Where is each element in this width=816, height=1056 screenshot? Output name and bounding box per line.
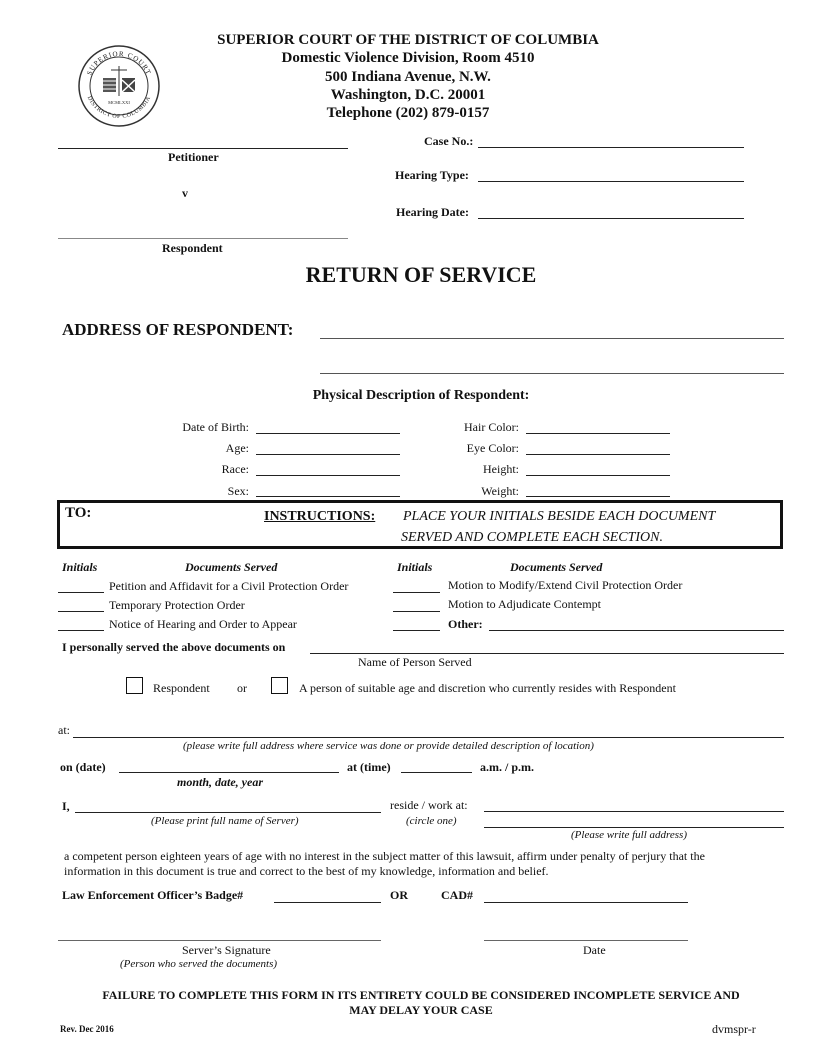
petitioner-label: Petitioner — [168, 150, 219, 164]
server-address-line-2[interactable] — [484, 827, 784, 828]
address-line-2[interactable] — [320, 373, 784, 374]
documents-header-right: Documents Served — [510, 560, 603, 574]
doc-modify: Motion to Modify/Extend Civil Protection Order — [448, 578, 683, 592]
initials-header-left: Initials — [62, 560, 98, 574]
instructions-box — [57, 500, 783, 549]
other-field[interactable] — [489, 630, 784, 631]
case-no-label: Case No.: — [424, 134, 474, 148]
affirmation-line-2: information in this document is true and correct to the best of my knowledge, information and belief. — [64, 864, 549, 878]
i-label: I, — [62, 799, 70, 813]
affirmation-line-1: a competent person eighteen years of age with no interest in the subject matter of this lawsuit, affirm under penalty of perjury that the — [64, 849, 705, 863]
court-seal-logo — [77, 44, 161, 128]
seal-bottom-text: DISTRICT OF COLUMBIA — [85, 95, 153, 121]
suitable-person-checkbox[interactable] — [271, 677, 288, 694]
age-label: Age: — [225, 441, 249, 455]
respondent-line[interactable] — [58, 238, 348, 239]
documents-header-left: Documents Served — [185, 560, 278, 574]
person-served-field[interactable] — [310, 653, 784, 654]
server-name-field[interactable] — [75, 812, 381, 813]
sex-field[interactable] — [256, 496, 400, 497]
form-title: RETURN OF SERVICE — [305, 262, 537, 287]
physical-heading: Physical Description of Respondent: — [312, 388, 530, 403]
dob-field[interactable] — [256, 433, 400, 434]
or-label: or — [237, 681, 247, 695]
location-hint: (please write full address where service was done or provide detailed description of location) — [183, 740, 594, 752]
division: Domestic Violence Division, Room 4510 — [281, 50, 535, 66]
hearing-date-field[interactable] — [478, 218, 744, 219]
instructions-line-2: SERVED AND COMPLETE EACH SECTION. — [401, 530, 663, 545]
race-field[interactable] — [256, 475, 400, 476]
court-name: SUPERIOR COURT OF THE DISTRICT OF COLUMBIA — [217, 32, 599, 48]
on-date-label: on (date) — [60, 760, 106, 774]
warning-line-2: MAY DELAY YOUR CASE — [349, 1003, 493, 1017]
seal-year: MCMLXXI — [108, 100, 130, 105]
initials-field-petition[interactable] — [58, 592, 104, 593]
telephone: Telephone (202) 879-0157 — [326, 105, 490, 121]
form-code: dvmspr-r — [712, 1022, 756, 1036]
petitioner-line[interactable] — [58, 148, 348, 149]
address-line-1[interactable] — [320, 338, 784, 339]
age-field[interactable] — [256, 454, 400, 455]
initials-field-contempt[interactable] — [393, 611, 440, 612]
initials-field-modify[interactable] — [393, 592, 440, 593]
to-label: TO: — [65, 505, 92, 521]
date-label: Date — [583, 943, 606, 957]
svg-text:DISTRICT OF COLUMBIA — [86, 95, 153, 120]
sex-label: Sex: — [227, 484, 249, 498]
doc-petition: Petition and Affidavit for a Civil Protection Order — [109, 579, 349, 593]
hair-label: Hair Color: — [464, 420, 519, 434]
service-time-field[interactable] — [401, 772, 472, 773]
dob-label: Date of Birth: — [182, 420, 249, 434]
date-field[interactable] — [484, 940, 688, 941]
hearing-type-field[interactable] — [478, 181, 744, 182]
suitable-person-option: A person of suitable age and discretion who currently resides with Respondent — [299, 681, 676, 695]
doc-notice: Notice of Hearing and Order to Appear — [109, 617, 297, 631]
at-time-label: at (time) — [347, 760, 391, 774]
at-label: at: — [58, 723, 70, 737]
cad-field[interactable] — [484, 902, 688, 903]
full-address-hint: (Please write full address) — [571, 829, 687, 841]
initials-header-right: Initials — [397, 560, 433, 574]
reside-work-label: reside / work at: — [390, 798, 468, 812]
city-address: Washington, D.C. 20001 — [330, 87, 486, 103]
respondent-option: Respondent — [153, 681, 210, 695]
signature-field[interactable] — [58, 940, 381, 941]
revision-label: Rev. Dec 2016 — [60, 1024, 114, 1034]
height-field[interactable] — [526, 475, 670, 476]
warning-line-1: FAILURE TO COMPLETE THIS FORM IN ITS ENTIRETY COULD BE CONSIDERED INCOMPLETE SERVICE AND — [102, 988, 740, 1002]
hearing-date-label: Hearing Date: — [396, 205, 469, 219]
eye-field[interactable] — [526, 454, 670, 455]
race-label: Race: — [221, 462, 249, 476]
doc-tpo: Temporary Protection Order — [109, 598, 245, 612]
ampm-label: a.m. / p.m. — [480, 760, 534, 774]
name-served-hint: Name of Person Served — [358, 655, 472, 669]
seal-top-text: SUPERIOR COURT — [85, 49, 153, 77]
signature-label: Server’s Signature — [182, 943, 271, 957]
respondent-label: Respondent — [162, 241, 223, 255]
address-label: ADDRESS OF RESPONDENT: — [62, 320, 294, 339]
server-name-hint: (Please print full name of Server) — [151, 815, 299, 827]
eye-label: Eye Color: — [466, 441, 519, 455]
weight-label: Weight: — [481, 484, 519, 498]
height-label: Height: — [483, 462, 519, 476]
street-address: 500 Indiana Avenue, N.W. — [325, 69, 491, 85]
doc-contempt: Motion to Adjudicate Contempt — [448, 597, 601, 611]
badge-field[interactable] — [274, 902, 381, 903]
server-address-line-1[interactable] — [484, 811, 784, 812]
hearing-type-label: Hearing Type: — [395, 168, 469, 182]
initials-field-tpo[interactable] — [58, 611, 104, 612]
instructions-label: INSTRUCTIONS: — [264, 509, 376, 524]
initials-field-other[interactable] — [393, 630, 440, 631]
versus-label: v — [182, 186, 188, 200]
or-caps-label: OR — [390, 888, 408, 902]
hair-field[interactable] — [526, 433, 670, 434]
date-format-hint: month, date, year — [177, 775, 263, 789]
weight-field[interactable] — [526, 496, 670, 497]
case-no-field[interactable] — [478, 147, 744, 148]
badge-label: Law Enforcement Officer’s Badge# — [62, 888, 244, 902]
service-location-field[interactable] — [73, 737, 784, 738]
instructions-line-1: PLACE YOUR INITIALS BESIDE EACH DOCUMENT — [403, 509, 716, 524]
cad-label: CAD# — [441, 888, 473, 902]
circle-one-hint: (circle one) — [406, 815, 457, 827]
service-date-field[interactable] — [119, 772, 339, 773]
other-label: Other: — [448, 617, 483, 631]
signature-hint: (Person who served the documents) — [120, 958, 278, 970]
served-on-label: I personally served the above documents on — [62, 640, 286, 654]
initials-field-notice[interactable] — [58, 630, 104, 631]
respondent-checkbox[interactable] — [126, 677, 143, 694]
